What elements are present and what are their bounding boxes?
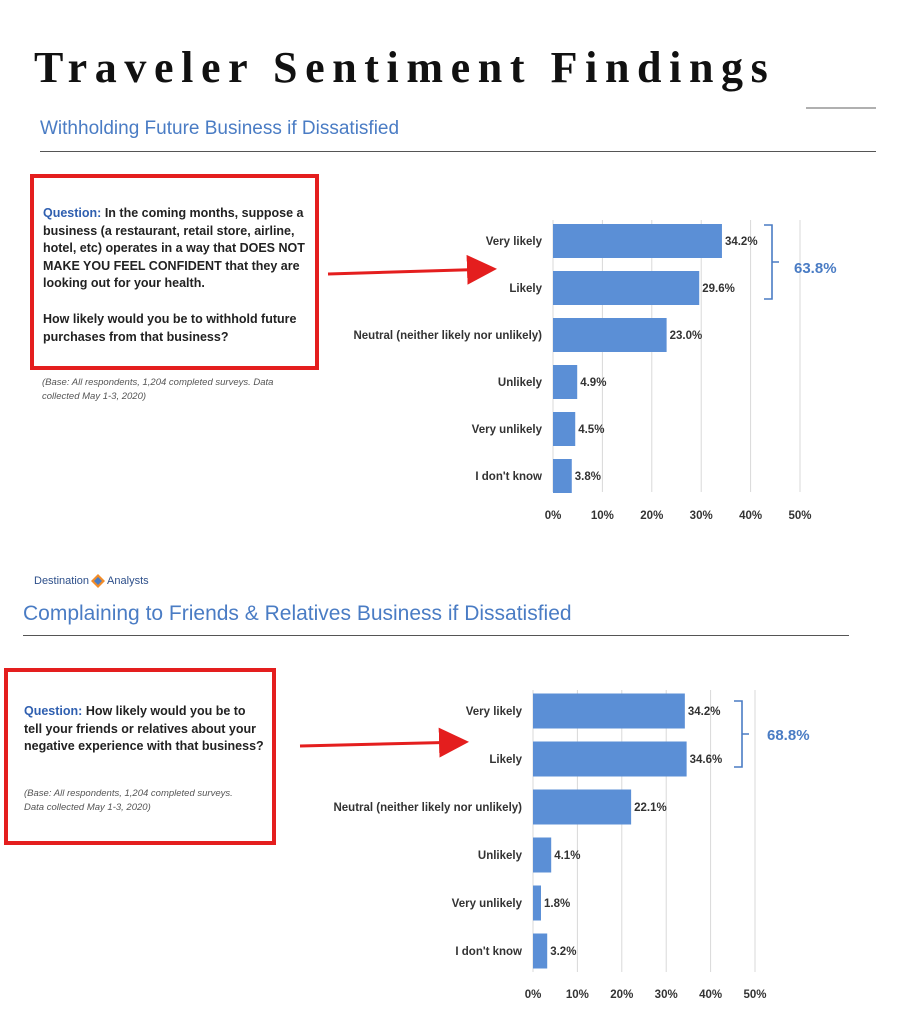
section-2-note: (Base: All respondents, 1,204 completed surveys. Data collected May 1-3, 2020) (24, 788, 233, 813)
category-label: I don't know (475, 471, 542, 483)
value-label: 3.2% (550, 946, 577, 958)
category-label: Unlikely (497, 377, 542, 389)
x-tick-label: 40% (699, 989, 723, 1001)
value-label: 1.8% (543, 898, 571, 910)
value-label: 23.0% (669, 330, 703, 342)
page-title: Traveler Sentiment Findings (34, 43, 776, 92)
category-label: Likely (509, 283, 542, 295)
brand-name-right: Analysts (107, 575, 149, 587)
section-2-arrow (300, 742, 466, 746)
bar (533, 886, 541, 921)
question-text: How likely would you be to tell your friends or relatives about your negative experience with that business? (24, 704, 264, 753)
chart-complaining-friends (333, 690, 809, 1001)
bracket-label: 63.8% (794, 260, 837, 277)
category-label: Very unlikely (471, 424, 542, 436)
question-text: In the coming months, suppose a business (a restaurant, retail store, airline, hotel, etc) operates in a way that DOES NOT MAKE YOU FEEL CONFIDENT that they are looking out for your health. (43, 206, 305, 290)
bar (533, 790, 631, 825)
section-1-title: Withholding Future Business if Dissatisfied (40, 118, 400, 139)
question-label: Question: (43, 206, 102, 220)
x-tick-label: 0% (524, 989, 542, 1001)
value-label: 3.8% (574, 471, 601, 483)
value-label: 34.2% (724, 236, 758, 248)
x-tick-label: 50% (788, 510, 812, 522)
bar (533, 694, 685, 729)
category-label: Unlikely (477, 850, 522, 862)
x-tick-label: 20% (640, 510, 664, 522)
bar (553, 224, 722, 258)
bracket (734, 701, 749, 767)
bracket (764, 225, 779, 299)
value-label: 4.1% (554, 850, 581, 862)
category-label: Very likely (485, 236, 542, 248)
category-label: Very likely (465, 706, 522, 718)
section-1-question-followup: How likely would you be to withhold future purchases from that business? (43, 312, 297, 344)
x-tick-label: 10% (590, 510, 614, 522)
x-tick-label: 0% (544, 510, 562, 522)
section-1-arrow (328, 269, 494, 274)
bar (553, 365, 577, 399)
bar (533, 934, 547, 969)
value-label: 4.5% (578, 424, 605, 436)
category-label: Neutral (neither likely nor unlikely) (353, 330, 542, 342)
bar (553, 459, 572, 493)
value-label: 4.9% (580, 377, 607, 389)
value-label: 34.6% (689, 754, 723, 766)
bar (553, 412, 575, 446)
question-label: Question: (24, 704, 83, 718)
category-label: I don't know (455, 946, 522, 958)
value-label: 34.2% (687, 706, 721, 718)
bar (553, 271, 699, 305)
bar (553, 318, 667, 352)
value-label: 29.6% (702, 283, 735, 295)
category-label: Very unlikely (451, 898, 522, 910)
section-1-note: (Base: All respondents, 1,204 completed surveys. Data collected May 1-3, 2020) (42, 377, 274, 402)
x-tick-label: 10% (565, 989, 589, 1001)
chart-withholding-business (353, 220, 836, 522)
x-tick-label: 30% (654, 989, 678, 1001)
x-tick-label: 40% (739, 510, 763, 522)
category-label: Neutral (neither likely nor unlikely) (333, 802, 522, 814)
section-2-title: Complaining to Friends & Relatives Business if Dissatisfied (23, 602, 572, 625)
bar (533, 838, 551, 873)
brand-name-left: Destination (34, 575, 90, 587)
x-tick-label: 50% (743, 989, 767, 1001)
x-tick-label: 30% (689, 510, 713, 522)
value-label: 22.1% (634, 802, 667, 814)
bar (533, 742, 687, 777)
x-tick-label: 20% (610, 989, 634, 1001)
category-label: Likely (489, 754, 522, 766)
bracket-label: 68.8% (767, 727, 810, 744)
